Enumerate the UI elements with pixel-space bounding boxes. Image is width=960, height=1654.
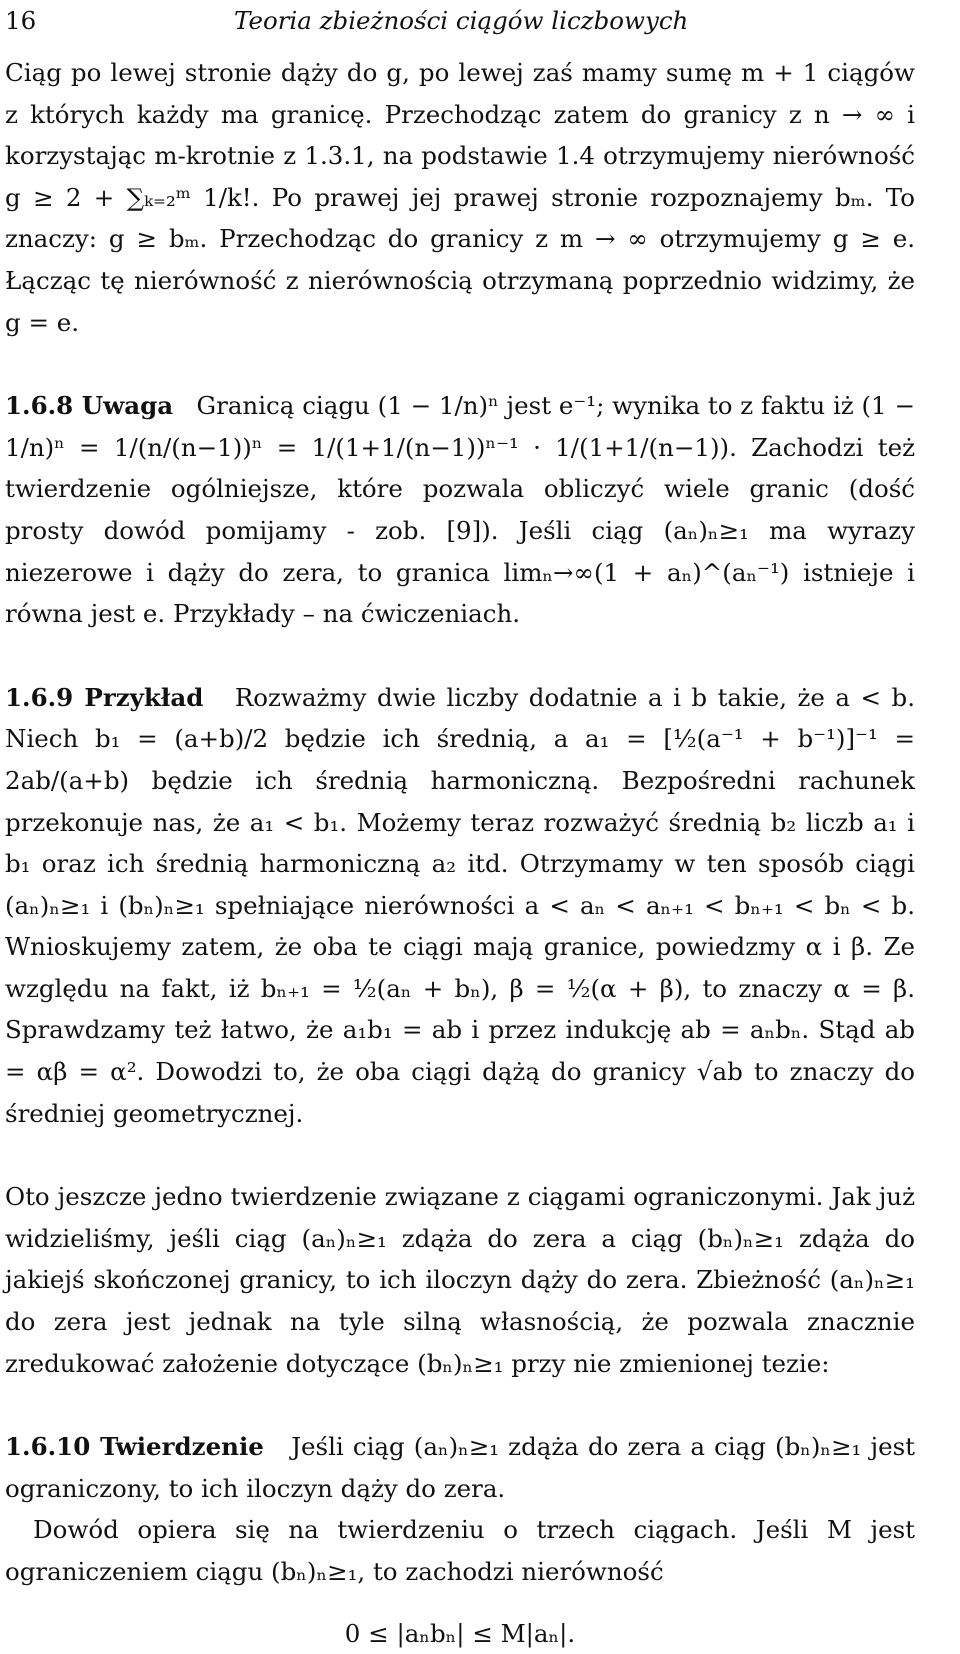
- paragraph-limit-proof: Ciąg po lewej stronie dąży do g, po lewej zaś mamy sumę m + 1 ciągów z których każdy ma granicę. Przechodząc zatem do granicy z n → ∞ i korzystając m-krotnie z 1.3.1, na podstawie 1.4 otrzymujemy nierówność g ≥ 2 + ∑ₖ₌₂ᵐ 1/k!. Po prawej jej prawej stronie rozpoznajemy bₘ. To znaczy: g ≥ bₘ. Przechodząc do granicy z m → ∞ otrzymujemy g ≥ e. Łącząc tę nierówność z nierównością otrzymaną poprzednio widzimy, że g = e.: [5, 58, 915, 337]
- theorem-text: Jeśli ciąg (aₙ)ₙ≥₁ zdąża do zera a ciąg (bₙ)ₙ≥₁ jest ograniczony, to ich iloczyn dąży do zera.: [5, 1432, 915, 1503]
- example-1-6-9: [5, 677, 915, 1135]
- page-number: 16: [5, 6, 37, 35]
- proof-paragraph: Dowód opiera się na twierdzeniu o trzech ciągach. Jeśli M jest ograniczeniem ciągu (bₙ)ₙ≥₁, to zachodzi nierówność: [5, 1515, 915, 1586]
- theorem-1-6-10: [5, 1426, 915, 1509]
- remark-label: 1.6.8 Uwaga: [5, 391, 174, 421]
- display-formula: 0 ≤ |aₙbₙ| ≤ M|aₙ|.: [344, 1618, 576, 1648]
- remark-1-6-8: [5, 385, 915, 635]
- document-page: [5, 0, 915, 1654]
- example-text: Rozważmy dwie liczby dodatnie a i b takie, że a < b. Niech b₁ = (a+b)/2 będzie ich średnią, a a₁ = [½(a⁻¹ + b⁻¹)]⁻¹ = 2ab/(a+b) będzie ich średnią harmoniczną. Bezpośredni rachunek przekonuje nas, że a₁ < b₁. Możemy teraz rozważyć średnią b₂ liczb a₁ i b₁ oraz ich średnią harmoniczną a₂ itd. Otrzymamy w ten sposób ciągi (aₙ)ₙ≥₁ i (bₙ)ₙ≥₁ spełniające nierówności a < aₙ < aₙ₊₁ < bₙ₊₁ < bₙ < b. Wnioskujemy zatem, że oba te ciągi mają granice, powiedzmy α i β. Ze względu na fakt, iż bₙ₊₁ = ½(aₙ + bₙ), β = ½(α + β), to znaczy α = β. Sprawdzamy też łatwo, że a₁b₁ = ab i przez indukcję ab = aₙbₙ. Stąd ab = αβ = α². Dowodzi to, że oba ciągi dążą do granicy √ab to znaczy do średniej geometrycznej.: [5, 682, 915, 1128]
- paragraph-bounded-sequences: Oto jeszcze jedno twierdzenie związane z ciągami ograniczonymi. Jak już widzieliśmy, jeśli ciąg (aₙ)ₙ≥₁ zdąża do zera a ciąg (bₙ)ₙ≥₁ zdąża do jakiejś skończonej granicy, to ich iloczyn dąży do zera. Zbieżność (aₙ)ₙ≥₁ do zera jest jednak na tyle silną własnością, że pozwala znacznie zredukować założenie dotyczące (bₙ)ₙ≥₁ przy nie zmienionej tezie:: [5, 1182, 915, 1378]
- theorem-label: 1.6.10 Twierdzenie: [5, 1432, 264, 1462]
- page-header: [5, 0, 915, 36]
- example-label: 1.6.9 Przykład: [5, 682, 204, 712]
- remark-text: Granicą ciągu (1 − 1/n)ⁿ jest e⁻¹; wynika to z faktu iż (1 − 1/n)ⁿ = 1/(n/(n−1))ⁿ = 1/(1+1/(n−1))ⁿ⁻¹ · 1/(1+1/(n−1)). Zachodzi też twierdzenie ogólniejsze, które pozwala obliczyć wiele granic (dość prosty dowód pomijamy - zob. [9]). Jeśli ciąg (aₙ)ₙ≥₁ ma wyrazy niezerowe i dąży do zera, to granica limₙ→∞(1 + aₙ)^(aₙ⁻¹) istnieje i równa jest e. Przykłady – na ćwiczeniach.: [5, 391, 915, 629]
- running-title: Teoria zbieżności ciągów liczbowych: [234, 6, 689, 35]
